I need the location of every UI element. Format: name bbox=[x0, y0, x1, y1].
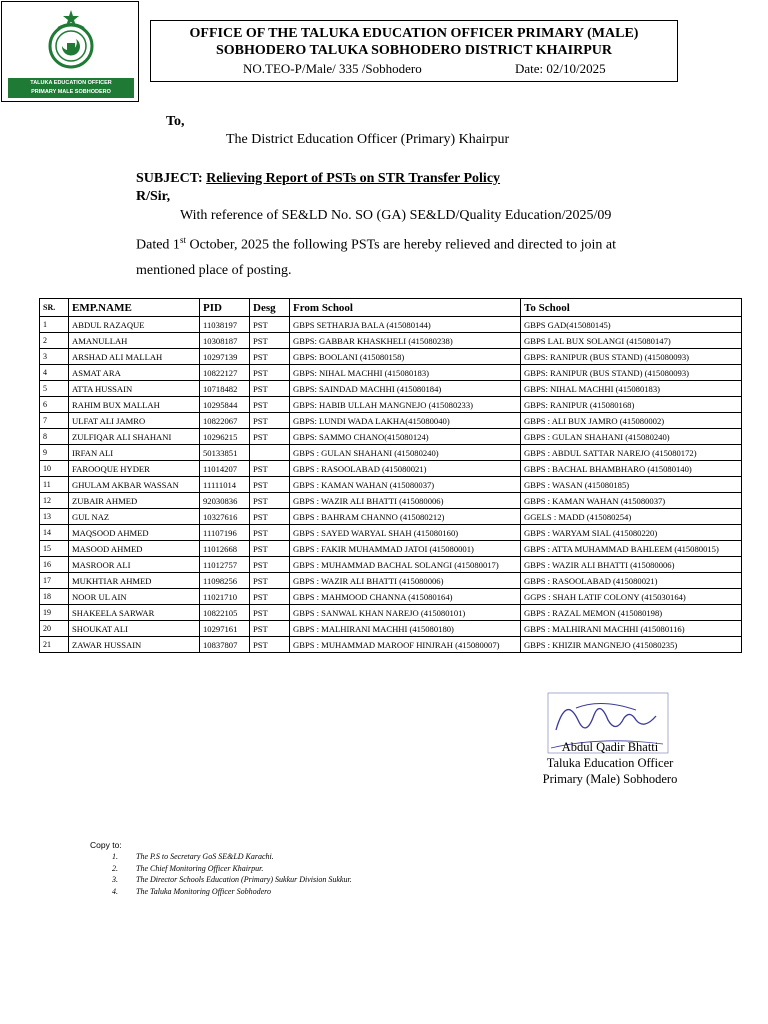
cell-to-school: GBPS: RANIPUR (BUS STAND) (415080093) bbox=[521, 365, 742, 381]
table-row bbox=[40, 381, 742, 397]
copy-to-number: 2. bbox=[112, 863, 118, 873]
cell-emp-name: SHAKEELA SARWAR bbox=[69, 605, 200, 621]
office-title-line1: OFFICE OF THE TALUKA EDUCATION OFFICER PRIMARY (MALE) bbox=[189, 26, 639, 41]
cell-to-school: GBPS: RANIPUR (415080168) bbox=[521, 397, 742, 413]
cell-from-school: GBPS : RASOOLABAD (415080021) bbox=[290, 461, 521, 477]
cell-pid: 11012668 bbox=[200, 541, 250, 557]
body-paragraph-line2 bbox=[136, 235, 616, 254]
cell-desg: PST bbox=[250, 525, 290, 541]
logo-caption-line1: TALUKA EDUCATION OFFICER bbox=[30, 80, 112, 86]
cell-emp-name: SHOUKAT ALI bbox=[69, 621, 200, 637]
cell-desg: PST bbox=[250, 541, 290, 557]
addressee: The District Education Officer (Primary) Khairpur bbox=[226, 132, 510, 147]
table-row bbox=[40, 429, 742, 445]
cell-emp-name: FAROOQUE HYDER bbox=[69, 461, 200, 477]
cell-sr: 12 bbox=[40, 493, 69, 509]
cell-emp-name: MASOOD AHMED bbox=[69, 541, 200, 557]
copy-to-item bbox=[112, 863, 352, 875]
cell-from-school: GBPS : GULAN SHAHANI (415080240) bbox=[290, 445, 521, 461]
cell-emp-name: NOOR UL AIN bbox=[69, 589, 200, 605]
cell-pid: 10296215 bbox=[200, 429, 250, 445]
table-row bbox=[40, 621, 742, 637]
cell-sr: 5 bbox=[40, 381, 69, 397]
cell-emp-name: MUKHTIAR AHMED bbox=[69, 573, 200, 589]
cell-desg: PST bbox=[250, 573, 290, 589]
cell-sr: 6 bbox=[40, 397, 69, 413]
relieving-table bbox=[39, 298, 742, 653]
cell-from-school: GBPS: LUNDI WADA LAKHA(415080040) bbox=[290, 413, 521, 429]
cell-sr: 14 bbox=[40, 525, 69, 541]
cell-to-school: GBPS : RAZAL MEMON (415080198) bbox=[521, 605, 742, 621]
cell-desg: PST bbox=[250, 509, 290, 525]
table-row bbox=[40, 493, 742, 509]
cell-sr: 11 bbox=[40, 477, 69, 493]
cell-desg: PST bbox=[250, 477, 290, 493]
body-paragraph-line3: mentioned place of posting. bbox=[136, 263, 292, 278]
cell-sr: 20 bbox=[40, 621, 69, 637]
cell-pid: 11107196 bbox=[200, 525, 250, 541]
cell-desg: PST bbox=[250, 333, 290, 349]
cell-from-school: GBPS: HABIB ULLAH MANGNEJO (415080233) bbox=[290, 397, 521, 413]
table-row bbox=[40, 509, 742, 525]
cell-pid: 11021710 bbox=[200, 589, 250, 605]
logo-caption bbox=[8, 78, 134, 98]
cell-emp-name: ASMAT ARA bbox=[69, 365, 200, 381]
cell-to-school: GBPS : WASAN (415080185) bbox=[521, 477, 742, 493]
cell-pid: 10822127 bbox=[200, 365, 250, 381]
cell-emp-name: IRFAN ALI bbox=[69, 445, 200, 461]
cell-sr: 8 bbox=[40, 429, 69, 445]
cell-to-school: GBPS : WARYAM SIAL (415080220) bbox=[521, 525, 742, 541]
cell-emp-name: ABDUL RAZAQUE bbox=[69, 317, 200, 333]
cell-to-school: GBPS : GULAN SHAHANI (415080240) bbox=[521, 429, 742, 445]
table-row bbox=[40, 365, 742, 381]
cell-to-school: GBPS LAL BUX SOLANGI (415080147) bbox=[521, 333, 742, 349]
cell-sr: 17 bbox=[40, 573, 69, 589]
office-title-line2: SOBHODERO TALUKA SOBHODERO DISTRICT KHAIRPUR bbox=[216, 43, 612, 58]
cell-to-school: GBPS: NIHAL MACHHI (415080183) bbox=[521, 381, 742, 397]
cell-to-school: GBPS : ABDUL SATTAR NAREJO (415080172) bbox=[521, 445, 742, 461]
header-sr: SR. bbox=[40, 299, 69, 317]
cell-pid: 50133851 bbox=[200, 445, 250, 461]
cell-emp-name: ATTA HUSSAIN bbox=[69, 381, 200, 397]
cell-to-school: GBPS : RASOOLABAD (415080021) bbox=[521, 573, 742, 589]
cell-sr: 9 bbox=[40, 445, 69, 461]
copy-to-number: 3. bbox=[112, 875, 118, 884]
cell-desg: PST bbox=[250, 461, 290, 477]
cell-pid: 10822105 bbox=[200, 605, 250, 621]
header-pid: PID bbox=[200, 299, 250, 317]
cell-from-school: GBPS : KAMAN WAHAN (415080037) bbox=[290, 477, 521, 493]
table-row bbox=[40, 397, 742, 413]
cell-to-school: GGELS : MADD (415080254) bbox=[521, 509, 742, 525]
para2-sup: st bbox=[179, 235, 186, 245]
cell-from-school: GBPS : MUHAMMAD MAROOF HINJRAH (415080007) bbox=[290, 637, 521, 653]
table-row bbox=[40, 573, 742, 589]
cell-desg: PST bbox=[250, 317, 290, 333]
cell-emp-name: ZAWAR HUSSAIN bbox=[69, 637, 200, 653]
cell-pid: 10297161 bbox=[200, 621, 250, 637]
signatory-title-line1: Taluka Education Officer bbox=[546, 756, 674, 770]
cell-sr: 21 bbox=[40, 637, 69, 653]
table-row bbox=[40, 413, 742, 429]
table-header-row bbox=[40, 299, 742, 317]
cell-to-school: GBPS: RANIPUR (BUS STAND) (415080093) bbox=[521, 349, 742, 365]
cell-from-school: GBPS : MUHAMMAD BACHAL SOLANGI (415080017) bbox=[290, 557, 521, 573]
header-desg: Desg bbox=[250, 299, 290, 317]
signatory-title-line2: Primary (Male) Sobhodero bbox=[542, 772, 678, 786]
cell-emp-name: ZUBAIR AHMED bbox=[69, 493, 200, 509]
table-row bbox=[40, 589, 742, 605]
cell-from-school: GBPS : WAZIR ALI BHATTI (415080006) bbox=[290, 573, 521, 589]
header-emp-name: EMP.NAME bbox=[69, 299, 200, 317]
cell-from-school: GBPS : BAHRAM CHANNO (415080212) bbox=[290, 509, 521, 525]
cell-emp-name: ULFAT ALI JAMRO bbox=[69, 413, 200, 429]
cell-desg: PST bbox=[250, 397, 290, 413]
cell-to-school: GBPS : WAZIR ALI BHATTI (415080006) bbox=[521, 557, 742, 573]
cell-emp-name: AMANULLAH bbox=[69, 333, 200, 349]
cell-pid: 10822067 bbox=[200, 413, 250, 429]
copy-to-item bbox=[112, 851, 352, 863]
cell-from-school: GBPS SETHARJA BALA (415080144) bbox=[290, 317, 521, 333]
table-row bbox=[40, 477, 742, 493]
cell-to-school: GBPS : BACHAL BHAMBHARO (415080140) bbox=[521, 461, 742, 477]
table-row bbox=[40, 445, 742, 461]
subject-line bbox=[136, 171, 500, 187]
cell-to-school: GBPS : KAMAN WAHAN (415080037) bbox=[521, 493, 742, 509]
cell-pid: 10327616 bbox=[200, 509, 250, 525]
cell-from-school: GBPS : SANWAL KHAN NAREJO (415080101) bbox=[290, 605, 521, 621]
cell-sr: 13 bbox=[40, 509, 69, 525]
copy-to-number: 1. bbox=[112, 852, 118, 861]
cell-sr: 15 bbox=[40, 541, 69, 557]
para2-after: October, 2025 the following PSTs are hereby relieved and directed to join at bbox=[185, 237, 616, 253]
cell-sr: 18 bbox=[40, 589, 69, 605]
cell-desg: PST bbox=[250, 381, 290, 397]
logo-caption-line2: PRIMARY MALE SOBHODERO bbox=[31, 89, 111, 95]
to-label: To, bbox=[166, 114, 185, 129]
copy-to-number: 4. bbox=[112, 886, 118, 896]
cell-desg: PST bbox=[250, 621, 290, 637]
cell-pid: 10837807 bbox=[200, 637, 250, 653]
cell-sr: 7 bbox=[40, 413, 69, 429]
cell-sr: 2 bbox=[40, 333, 69, 349]
cell-emp-name: MASROOR ALI bbox=[69, 557, 200, 573]
cell-sr: 16 bbox=[40, 557, 69, 573]
cell-desg: PST bbox=[250, 429, 290, 445]
copy-to-label: Copy to: bbox=[90, 840, 122, 850]
cell-sr: 10 bbox=[40, 461, 69, 477]
header-from-school: From School bbox=[290, 299, 521, 317]
table-row bbox=[40, 605, 742, 621]
cell-emp-name: ARSHAD ALI MALLAH bbox=[69, 349, 200, 365]
cell-pid: 10297139 bbox=[200, 349, 250, 365]
cell-from-school: GBPS: NIHAL MACHHI (415080183) bbox=[290, 365, 521, 381]
cell-desg: PST bbox=[250, 637, 290, 653]
copy-to-item bbox=[112, 886, 352, 898]
letterhead bbox=[150, 20, 678, 82]
cell-pid: 11038197 bbox=[200, 317, 250, 333]
cell-from-school: GBPS: BOOLANI (415080158) bbox=[290, 349, 521, 365]
letter-date: Date: 02/10/2025 bbox=[515, 61, 606, 76]
cell-desg: PST bbox=[250, 493, 290, 509]
cell-pid: 10295844 bbox=[200, 397, 250, 413]
copy-to-text: The P.S to Secretary GoS SE&LD Karachi. bbox=[136, 852, 274, 861]
table-row bbox=[40, 349, 742, 365]
cell-pid: 11111014 bbox=[200, 477, 250, 493]
cell-desg: PST bbox=[250, 349, 290, 365]
cell-desg: PST bbox=[250, 413, 290, 429]
cell-desg: PST bbox=[250, 605, 290, 621]
cell-from-school: GBPS : SAYED WARYAL SHAH (415080160) bbox=[290, 525, 521, 541]
cell-desg: PST bbox=[250, 557, 290, 573]
cell-from-school: GBPS : MAHMOOD CHANNA (415080164) bbox=[290, 589, 521, 605]
subject-label: SUBJECT: bbox=[136, 171, 207, 186]
cell-sr: 19 bbox=[40, 605, 69, 621]
cell-from-school: GBPS : MALHIRANI MACHHI (415080180) bbox=[290, 621, 521, 637]
cell-desg: PST bbox=[250, 589, 290, 605]
copy-to-list bbox=[112, 851, 352, 897]
cell-pid: 11014207 bbox=[200, 461, 250, 477]
subject-text: Relieving Report of PSTs on STR Transfer Policy bbox=[206, 171, 501, 186]
copy-to-text: The Taluka Monitoring Officer Sobhodero bbox=[136, 886, 271, 896]
cell-from-school: GBPS: SAINDAD MACHHI (415080184) bbox=[290, 381, 521, 397]
cell-from-school: GBPS: SAMMO CHANO(415080124) bbox=[290, 429, 521, 445]
cell-emp-name: RAHIM BUX MALLAH bbox=[69, 397, 200, 413]
copy-to-item bbox=[112, 874, 352, 886]
table-body bbox=[40, 317, 742, 653]
crescent-star-emblem-icon bbox=[48, 8, 94, 74]
cell-emp-name: MAQSOOD AHMED bbox=[69, 525, 200, 541]
table-row bbox=[40, 333, 742, 349]
cell-pid: 11012757 bbox=[200, 557, 250, 573]
cell-from-school: GBPS: GABBAR KHASKHELI (415080238) bbox=[290, 333, 521, 349]
table-row bbox=[40, 525, 742, 541]
salutation: R/Sir, bbox=[136, 189, 171, 204]
copy-to-text: The Chief Monitoring Officer Khairpur. bbox=[136, 863, 264, 873]
cell-pid: 92030836 bbox=[200, 493, 250, 509]
cell-to-school: GGPS : SHAH LATIF COLONY (415030164) bbox=[521, 589, 742, 605]
cell-to-school: GBPS : ALI BUX JAMRO (415080002) bbox=[521, 413, 742, 429]
cell-pid: 10718482 bbox=[200, 381, 250, 397]
cell-desg: PST bbox=[250, 365, 290, 381]
cell-to-school: GBPS : ATTA MUHAMMAD BAHLEEM (415080015) bbox=[521, 541, 742, 557]
cell-emp-name: GUL NAZ bbox=[69, 509, 200, 525]
cell-pid: 11098256 bbox=[200, 573, 250, 589]
cell-to-school: GBPS GAD(415080145) bbox=[521, 317, 742, 333]
cell-sr: 3 bbox=[40, 349, 69, 365]
cell-to-school: GBPS : MALHIRANI MACHHI (415080116) bbox=[521, 621, 742, 637]
table-row bbox=[40, 317, 742, 333]
cell-sr: 4 bbox=[40, 365, 69, 381]
copy-to-text: The Director Schools Education (Primary) Sukkur Division Sukkur. bbox=[136, 875, 352, 884]
table-row bbox=[40, 461, 742, 477]
cell-emp-name: GHULAM AKBAR WASSAN bbox=[69, 477, 200, 493]
logo bbox=[1, 1, 139, 102]
para2-before: Dated 1 bbox=[136, 237, 180, 253]
cell-from-school: GBPS : FAKIR MUHAMMAD JATOI (415080001) bbox=[290, 541, 521, 557]
cell-sr: 1 bbox=[40, 317, 69, 333]
cell-emp-name: ZULFIQAR ALI SHAHANI bbox=[69, 429, 200, 445]
header-to-school: To School bbox=[521, 299, 742, 317]
cell-pid: 10308187 bbox=[200, 333, 250, 349]
cell-from-school: GBPS : WAZIR ALI BHATTI (415080006) bbox=[290, 493, 521, 509]
cell-to-school: GBPS : KHIZIR MANGNEJO (415080235) bbox=[521, 637, 742, 653]
body-paragraph-line1: With reference of SE&LD No. SO (GA) SE&LD/Quality Education/2025/09 bbox=[180, 208, 612, 223]
table-row bbox=[40, 541, 742, 557]
table-row bbox=[40, 637, 742, 653]
cell-desg bbox=[250, 445, 290, 461]
reference-number: NO.TEO-P/Male/ 335 /Sobhodero bbox=[243, 61, 422, 76]
signatory-name: Abdul Qadir Bhatti bbox=[561, 740, 659, 754]
table-row bbox=[40, 557, 742, 573]
